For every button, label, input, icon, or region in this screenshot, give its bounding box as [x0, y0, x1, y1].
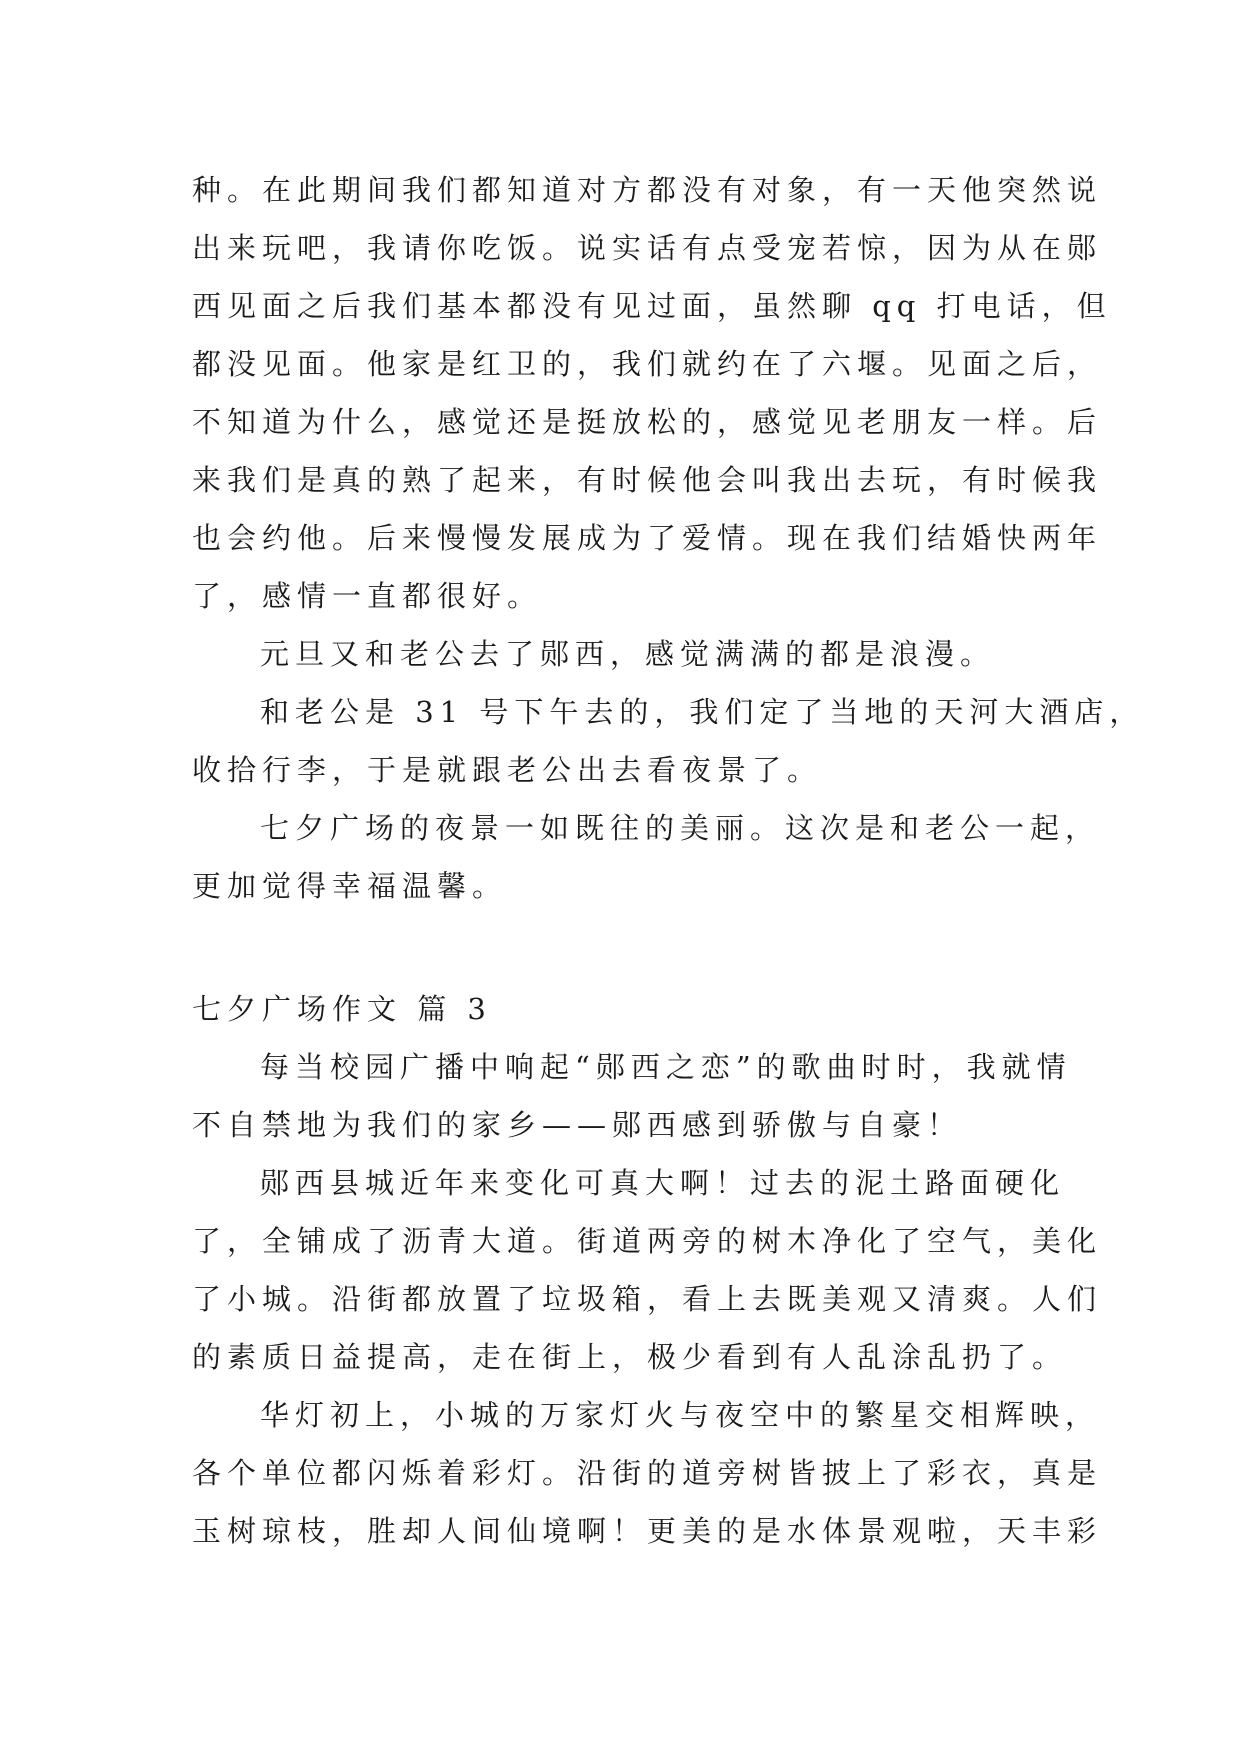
text-line: 各个单位都闪烁着彩灯。沿街的道旁树皆披上了彩衣，真是	[192, 1456, 1103, 1490]
text-line: 了小城。沿街都放置了垃圾箱，看上去既美观又清爽。人们	[192, 1282, 1103, 1316]
text-line: 西见面之后我们基本都没有见过面，虽然聊 qq 打电话，但	[192, 289, 1112, 323]
text-line: 来我们是真的熟了起来，有时候他会叫我出去玩，有时候我	[192, 463, 1103, 497]
text-line: 出来玩吧，我请你吃饭。说实话有点受宠若惊，因为从在郧	[192, 231, 1103, 265]
text-line: 也会约他。后来慢慢发展成为了爱情。现在我们结婚快两年	[192, 521, 1103, 555]
text-line: 了，感情一直都很好。	[192, 579, 543, 613]
essay-part-1	[192, 161, 1145, 915]
section-title: 七夕广场作文 篇 3	[192, 992, 492, 1026]
paragraph-start-line: 七夕广场的夜景一如既往的美丽。这次是和老公一起，	[260, 811, 1101, 845]
paragraph-start-line: 元旦又和老公去了郧西，感觉满满的都是浪漫。	[260, 637, 996, 671]
paragraph-start-line: 和老公是 31 号下午去的，我们定了当地的天河大酒店，	[260, 695, 1145, 729]
text-line: 不知道为什么，感觉还是挺放松的，感觉见老朋友一样。后	[192, 405, 1103, 439]
paragraph-start-line: 郧西县城近年来变化可真大啊！过去的泥土路面硬化	[260, 1166, 1066, 1200]
text-line: 的素质日益提高，走在街上，极少看到有人乱涂乱扔了。	[192, 1340, 1068, 1374]
text-line: 更加觉得幸福温馨。	[192, 869, 508, 903]
text-line: 了，全铺成了沥青大道。街道两旁的树木净化了空气，美化	[192, 1224, 1103, 1258]
paragraph-start-line: 每当校园广播中响起“郧西之恋”的歌曲时时，我就情	[260, 1050, 1072, 1084]
text-line: 收拾行李，于是就跟老公出去看夜景了。	[192, 753, 823, 787]
text-line: 都没见面。他家是红卫的，我们就约在了六堰。见面之后，	[192, 347, 1103, 381]
text-line: 玉树琼枝，胜却人间仙境啊！更美的是水体景观啦，天丰彩	[192, 1514, 1103, 1548]
text-line: 不自禁地为我们的家乡——郧西感到骄傲与自豪！	[192, 1108, 963, 1142]
text-line: 种。在此期间我们都知道对方都没有对象，有一天他突然说	[192, 173, 1103, 207]
paragraph-start-line: 华灯初上，小城的万家灯火与夜空中的繁星交相辉映，	[260, 1398, 1101, 1432]
essay-part-2	[192, 980, 1103, 1560]
